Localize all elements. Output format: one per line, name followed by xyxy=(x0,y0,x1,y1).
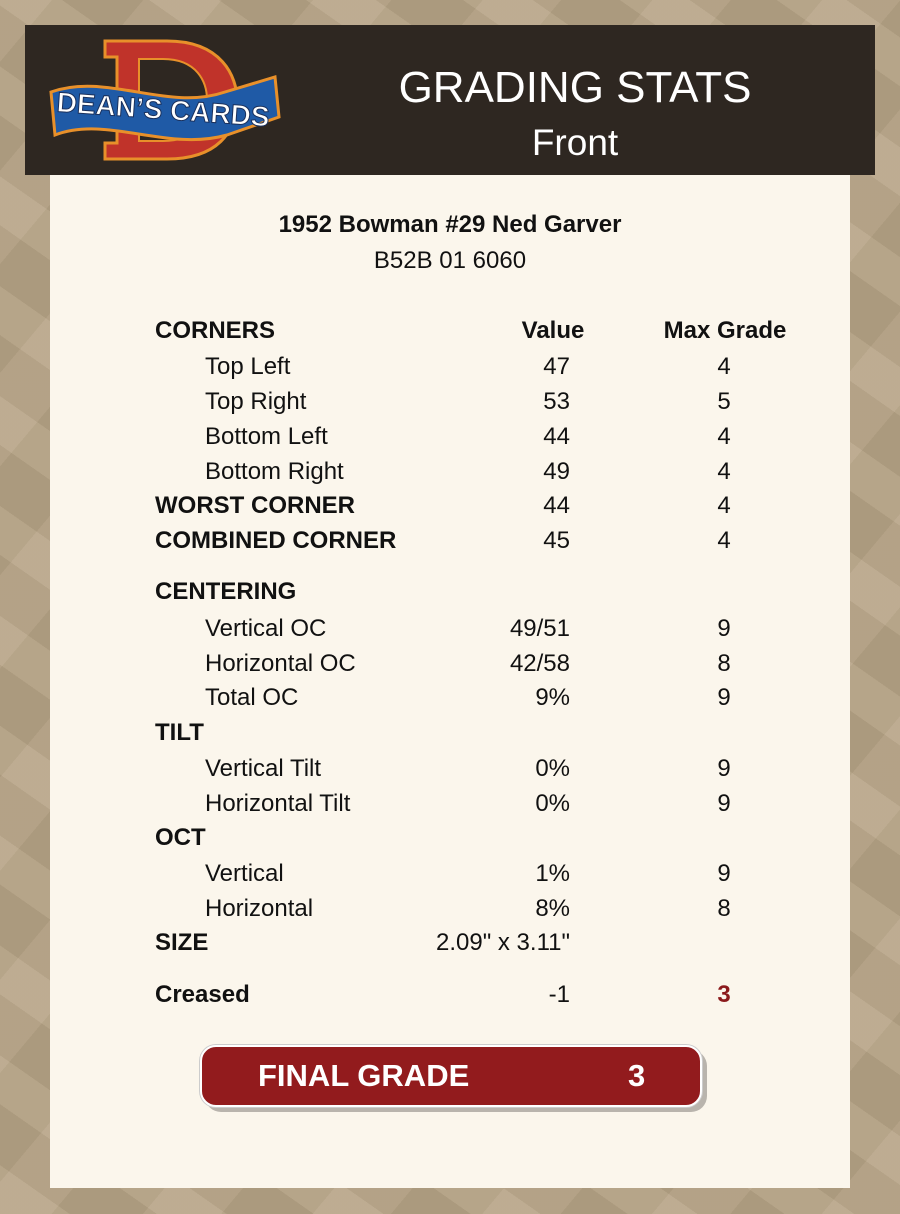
row-label: Creased xyxy=(155,981,250,1008)
row-max-grade: 9 xyxy=(717,790,731,817)
card-name: 1952 Bowman #29 Ned Garver xyxy=(278,211,622,238)
row-label: Vertical OC xyxy=(205,615,327,642)
row-label: TILT xyxy=(155,719,204,746)
row-max-grade: 9 xyxy=(717,615,731,642)
row-label: Bottom Right xyxy=(205,458,344,485)
row-max-grade: 9 xyxy=(717,684,731,711)
row-value: 53 xyxy=(543,388,570,415)
row-value: 42/58 xyxy=(509,650,570,677)
row-label: Top Right xyxy=(205,388,307,415)
row-max-grade: 5 xyxy=(717,388,731,415)
row-max-grade: 4 xyxy=(717,423,731,450)
row-max-grade: 9 xyxy=(717,860,731,887)
row-label: WORST CORNER xyxy=(155,492,355,519)
column-header-max-grade: Max Grade xyxy=(663,317,787,344)
row-label: Vertical Tilt xyxy=(205,755,322,782)
final-grade-banner xyxy=(200,1045,702,1107)
row-label: Vertical xyxy=(205,860,284,887)
row-max-grade: 8 xyxy=(717,895,731,922)
final-grade-value: 3 xyxy=(628,1058,646,1093)
page-title: GRADING STATS xyxy=(398,63,752,112)
deans-cards-logo xyxy=(47,37,282,163)
row-label: Horizontal Tilt xyxy=(205,790,351,817)
row-label: OCT xyxy=(155,824,206,851)
header-bar xyxy=(25,25,875,175)
row-label: Horizontal OC xyxy=(205,650,356,677)
row-value: 9% xyxy=(535,684,570,711)
row-label: Bottom Left xyxy=(205,423,328,450)
row-label: COMBINED CORNER xyxy=(155,527,397,554)
row-label: CENTERING xyxy=(155,578,297,605)
row-value: 49 xyxy=(543,458,570,485)
row-value: 47 xyxy=(543,353,570,380)
row-label: CORNERS xyxy=(155,317,276,344)
row-value: 0% xyxy=(535,755,570,782)
row-value: 44 xyxy=(543,423,570,450)
row-label: Total OC xyxy=(205,684,299,711)
row-value: 49/51 xyxy=(509,615,570,642)
row-label: Horizontal xyxy=(205,895,314,922)
final-grade-label: FINAL GRADE xyxy=(258,1058,470,1093)
page-subtitle: Front xyxy=(531,122,619,163)
row-value: 2.09" x 3.11" xyxy=(435,929,570,956)
column-header-value: Value xyxy=(521,317,585,344)
row-label: SIZE xyxy=(155,929,209,956)
row-value: 0% xyxy=(535,790,570,817)
row-value: 44 xyxy=(543,492,570,519)
row-value: 8% xyxy=(535,895,570,922)
row-max-grade: 8 xyxy=(717,650,731,677)
row-max-grade: 4 xyxy=(717,527,731,554)
row-value: 1% xyxy=(535,860,570,887)
row-max-grade: 9 xyxy=(717,755,731,782)
row-value: -1 xyxy=(548,981,570,1008)
row-max-grade: 4 xyxy=(717,492,731,519)
row-value: 45 xyxy=(543,527,570,554)
row-max-grade: 4 xyxy=(717,353,731,380)
svg-text:DEAN’S CARDS: DEAN’S CARDS xyxy=(55,86,271,133)
row-label: Top Left xyxy=(205,353,291,380)
row-max-grade: 4 xyxy=(717,458,731,485)
card-id: B52B 01 6060 xyxy=(373,247,527,274)
row-max-grade: 3 xyxy=(717,981,731,1008)
